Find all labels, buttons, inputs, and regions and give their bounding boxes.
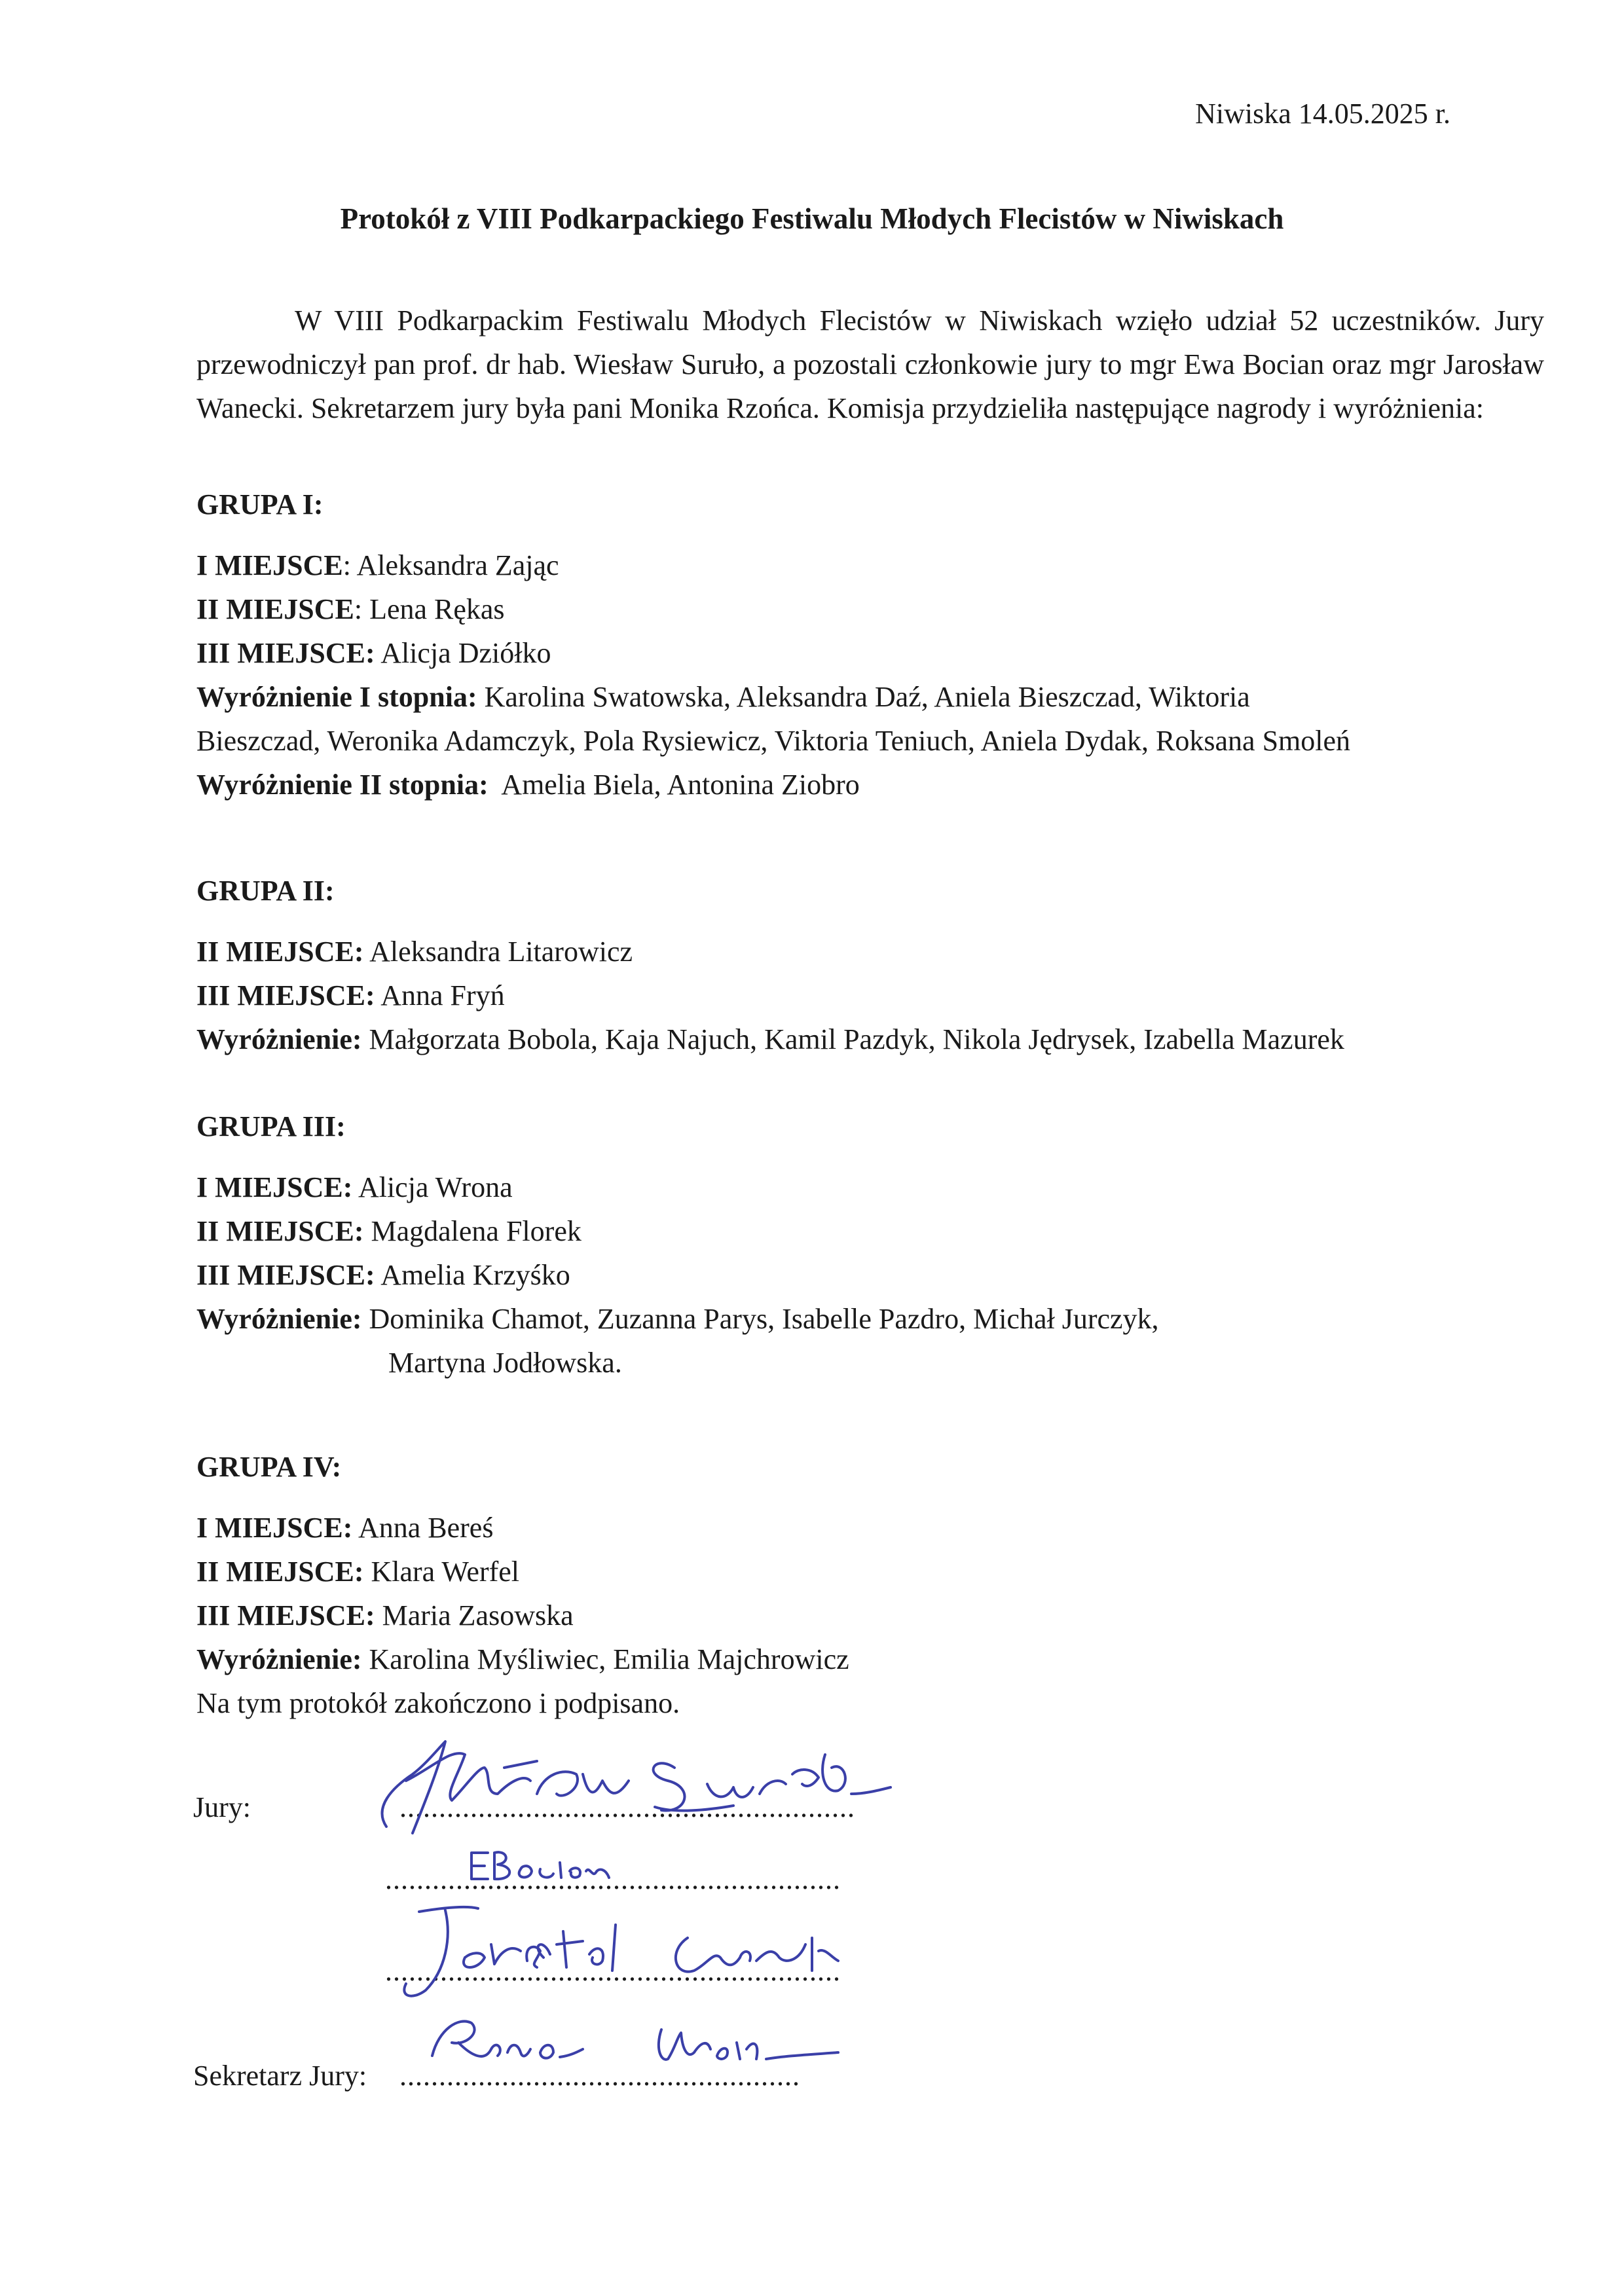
group-4-entry-3 xyxy=(196,1599,574,1632)
entry-value: Magdalena Florek xyxy=(371,1215,581,1247)
entry-label: II MIEJSCE xyxy=(196,593,354,625)
group-2-entry-2 xyxy=(196,979,505,1012)
signature-ebocian xyxy=(458,1840,629,1892)
entry-label: I MIEJSCE xyxy=(196,549,343,581)
intro-line-1: W VIII Podkarpackim Festiwalu Młodych Flecistów w Niwiskach wzięło udział 52 xyxy=(295,304,1319,337)
signature-dots: .......................................................... xyxy=(385,1955,841,1987)
group-3-entry-2 xyxy=(196,1214,581,1248)
group-4-heading: GRUPA IV: xyxy=(196,1451,342,1483)
entry-value: Dominika Chamot, Zuzanna Parys, Isabelle Pazdro, Michał Jurczyk, xyxy=(369,1303,1159,1335)
document-title: Protokół z VIII Podkarpackiego Festiwalu Młodych Flecistów w Niwiskach xyxy=(340,202,1284,235)
entry-value: Alicja Wrona xyxy=(358,1171,513,1203)
group-3-heading: GRUPA III: xyxy=(196,1110,346,1142)
signature-suruło xyxy=(367,1728,943,1853)
entry-label: III MIEJSCE: xyxy=(196,1259,375,1291)
group-1-entry-3 xyxy=(196,636,551,670)
signature-dots: ................................................... xyxy=(399,2060,800,2092)
entry-label: I MIEJSCE: xyxy=(196,1171,353,1203)
entry-label: Wyróżnienie I stopnia: xyxy=(196,681,477,713)
entry-value: Alicja Dziółko xyxy=(380,637,551,669)
group-4-entry-4 xyxy=(196,1643,849,1676)
entry-value: Maria Zasowska xyxy=(382,1599,574,1631)
group-2-entry-3 xyxy=(196,1023,1344,1056)
signature-dots: .......................................................... xyxy=(385,1863,841,1895)
entry-value: Aleksandra Zając xyxy=(356,549,559,581)
group-3-entry-4 xyxy=(196,1302,1159,1336)
entry-label: III MIEJSCE: xyxy=(196,979,375,1011)
intro-paragraph xyxy=(196,299,1544,430)
entry-value: Lena Rękas xyxy=(369,593,505,625)
secretary-signature-line xyxy=(193,2059,800,2092)
entry-value: Anna Fryń xyxy=(380,979,505,1011)
entry-label: Wyróżnienie: xyxy=(196,1643,362,1675)
group-1-entry-2: II MIEJSCE: Lena Rękas xyxy=(196,593,505,625)
entry-value: Karolina Myśliwiec, Emilia Majchrowicz xyxy=(369,1643,849,1675)
group-3-entry-3 xyxy=(196,1258,570,1292)
group-1-entry-4 xyxy=(196,680,1250,714)
group-4-entry-2 xyxy=(196,1555,519,1588)
group-1-heading: GRUPA I: xyxy=(196,488,323,520)
entry-label: Wyróżnienie: xyxy=(196,1023,362,1055)
entry-label: Wyróżnienie II stopnia: xyxy=(196,769,489,801)
entry-value: Karolina Swatowska, Aleksandra Daź, Aniela Bieszczad, Wiktoria xyxy=(484,681,1250,713)
signature-rzonca xyxy=(419,2003,877,2082)
entry-value: Klara Werfel xyxy=(371,1556,520,1588)
entry-value: Małgorzata Bobola, Kaja Najuch, Kamil Pazdyk, Nikola Jędrysek, Izabella Mazurek xyxy=(369,1023,1344,1055)
entry-label: III MIEJSCE: xyxy=(196,637,375,669)
signature-wanecki xyxy=(380,1899,851,2010)
entry-label: I MIEJSCE: xyxy=(196,1512,353,1544)
entry-value: Amelia Krzyśko xyxy=(380,1259,570,1291)
entry-value: Anna Bereś xyxy=(358,1512,494,1544)
group-1-entry-1: I MIEJSCE: Aleksandra Zając xyxy=(196,549,559,581)
group-3-entry-1 xyxy=(196,1171,513,1204)
jury-label: Jury: xyxy=(193,1791,251,1823)
entry-label: II MIEJSCE: xyxy=(196,936,364,968)
entry-label: II MIEJSCE: xyxy=(196,1556,364,1588)
entry-label: II MIEJSCE: xyxy=(196,1215,364,1247)
closing-statement: Na tym protokół zakończono i podpisano. xyxy=(196,1687,680,1719)
entry-label: Wyróżnienie: xyxy=(196,1303,362,1335)
signature-dots: .......................................................... xyxy=(399,1791,855,1823)
group-2-heading: GRUPA II: xyxy=(196,875,335,907)
secretary-label: Sekretarz Jury: xyxy=(193,2060,367,2092)
group-4-entry-1 xyxy=(196,1511,493,1544)
jury-signature-line-1 xyxy=(193,1791,855,1824)
entry-value: Aleksandra Litarowicz xyxy=(369,936,633,968)
entry-label: III MIEJSCE: xyxy=(196,1599,375,1631)
group-1-entry-4-continuation: Bieszczad, Weronika Adamczyk, Pola Rysiewicz, Viktoria Teniuch, Aniela Dydak, Roksana Smoleń xyxy=(196,725,1351,757)
group-1-entry-5 xyxy=(196,768,860,801)
group-3-entry-4-continuation: Martyna Jodłowska. xyxy=(388,1347,622,1379)
group-2-entry-1 xyxy=(196,935,633,968)
entry-value: Amelia Biela, Antonina Ziobro xyxy=(501,769,860,801)
document-date: Niwiska 14.05.2025 r. xyxy=(1195,98,1450,130)
intro-rest: uczestników. Jury przewodniczył pan prof. dr hab. Wiesław Suruło, a pozostali członkowie jury to mgr Ewa Bocian oraz mgr Jarosław Wanecki. Sekretarzem jury była pani Monika Rzońca. Komisja przydzieliła następujące nagrody i wyróżnienia: xyxy=(196,304,1544,424)
